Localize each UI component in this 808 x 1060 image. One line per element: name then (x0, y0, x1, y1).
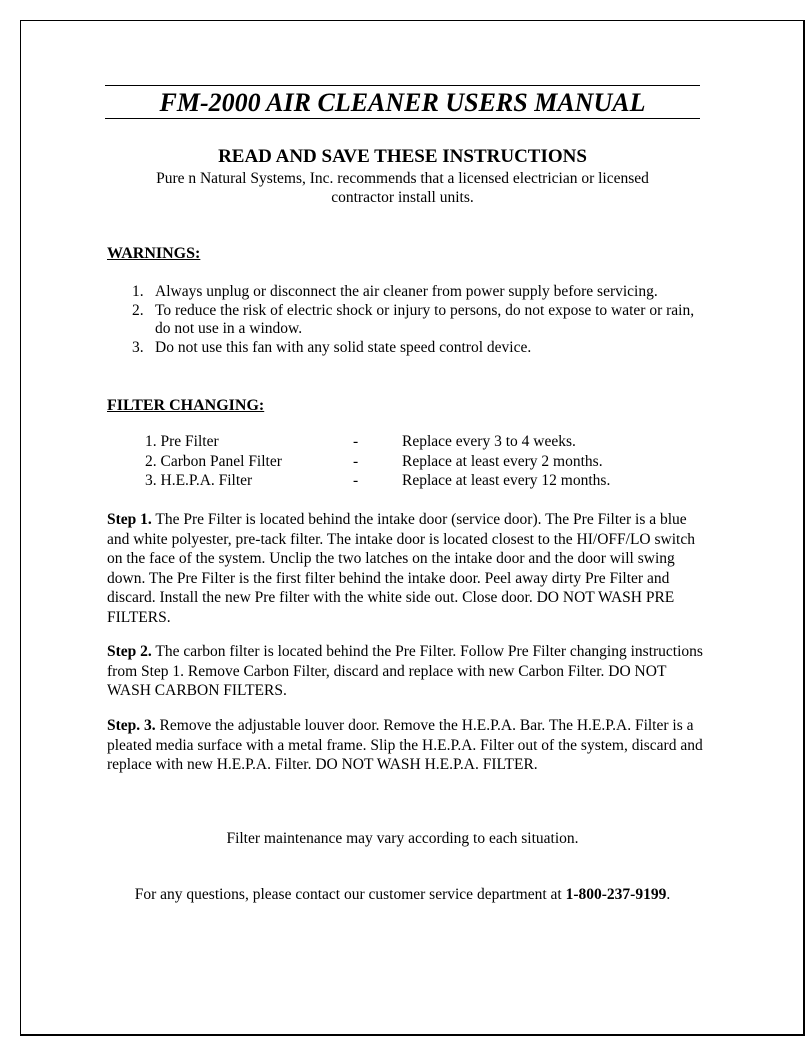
filter-name: 2. Carbon Panel Filter (145, 452, 282, 470)
title-bottom-rule (105, 118, 700, 119)
step-label: Step. 3. (107, 717, 156, 734)
filter-name: 1. Pre Filter (145, 433, 219, 450)
recommendation-line-2: contractor install units. (331, 189, 474, 206)
read-save-heading: READ AND SAVE THESE INSTRUCTIONS (218, 146, 587, 167)
step-text: The Pre Filter is located behind the intake door (service door). The Pre Filter is a blue and white polyester, pre-tack filter. The intake door is located closest to the HI/OFF/LO switch on the face of the system. Unclip the two latches on the intake door and the door will swing down. The Pre Filter is the first filter behind the intake door. Peel away dirty Pre Filter and discard. Install the new Pre filter with the white side out. Close door. DO NOT WASH PRE FILTERS. (107, 511, 695, 626)
warning-text: Always unplug or disconnect the air cleaner from power supply before servicing. (155, 283, 658, 300)
warnings-heading: WARNINGS: (107, 245, 201, 262)
step-text: Remove the adjustable louver door. Remove the H.E.P.A. Bar. The H.E.P.A. Filter is a pleated media surface with a metal frame. Slip the H.E.P.A. Filter out of the system, discard and replace with new H.E.P.A. Filter. DO NOT WASH H.E.P.A. FILTER. (107, 717, 703, 774)
document-title: FM-2000 AIR CLEANER USERS MANUAL (159, 88, 646, 117)
filter-schedule: Replace every 3 to 4 weeks. (402, 433, 576, 450)
filter-dash: - (353, 433, 359, 450)
step-3-paragraph (107, 716, 707, 775)
warnings-list (107, 283, 707, 357)
filter-schedule: Replace at least every 12 months. (402, 472, 611, 489)
warning-text: To reduce the risk of electric shock or injury to persons, do not expose to water or rain, do not use in a window. (155, 301, 695, 337)
title-top-rule (105, 85, 700, 86)
contact-end: . (666, 886, 671, 903)
filter-changing-heading: FILTER CHANGING: (107, 397, 265, 414)
step-label: Step 2. (107, 643, 152, 660)
phone-number[interactable]: 1-800-237-9199 (565, 886, 667, 903)
filter-dash: - (353, 452, 359, 470)
recommendation-text (105, 169, 700, 207)
step-2-paragraph (107, 642, 707, 701)
contact-line (20, 886, 785, 904)
step-text: The carbon filter is located behind the Pre Filter. Follow Pre Filter changing instructions from Step 1. Remove Carbon Filter, discard and replace with new Carbon Filter. DO NOT WASH CARBON FILTERS. (107, 643, 703, 700)
warning-item (107, 339, 707, 358)
warning-text: Do not use this fan with any solid state speed control device. (155, 338, 532, 356)
warning-item (107, 302, 707, 339)
step-label: Step 1. (107, 511, 152, 528)
contact-text: For any questions, please contact our customer service department at (134, 886, 566, 903)
warning-number: 2. (132, 301, 144, 319)
step-1-paragraph (107, 510, 707, 628)
recommendation-line-1: Pure n Natural Systems, Inc. recommends that a licensed electrician or licensed (156, 170, 649, 187)
warning-number: 1. (132, 283, 144, 300)
warning-number: 3. (132, 338, 144, 356)
filter-schedule: Replace at least every 2 months. (402, 452, 603, 470)
filter-name: 3. H.E.P.A. Filter (145, 472, 253, 489)
filter-dash: - (353, 472, 359, 489)
maintenance-note: Filter maintenance may vary according to each situation. (226, 830, 579, 847)
warning-item (107, 283, 707, 302)
